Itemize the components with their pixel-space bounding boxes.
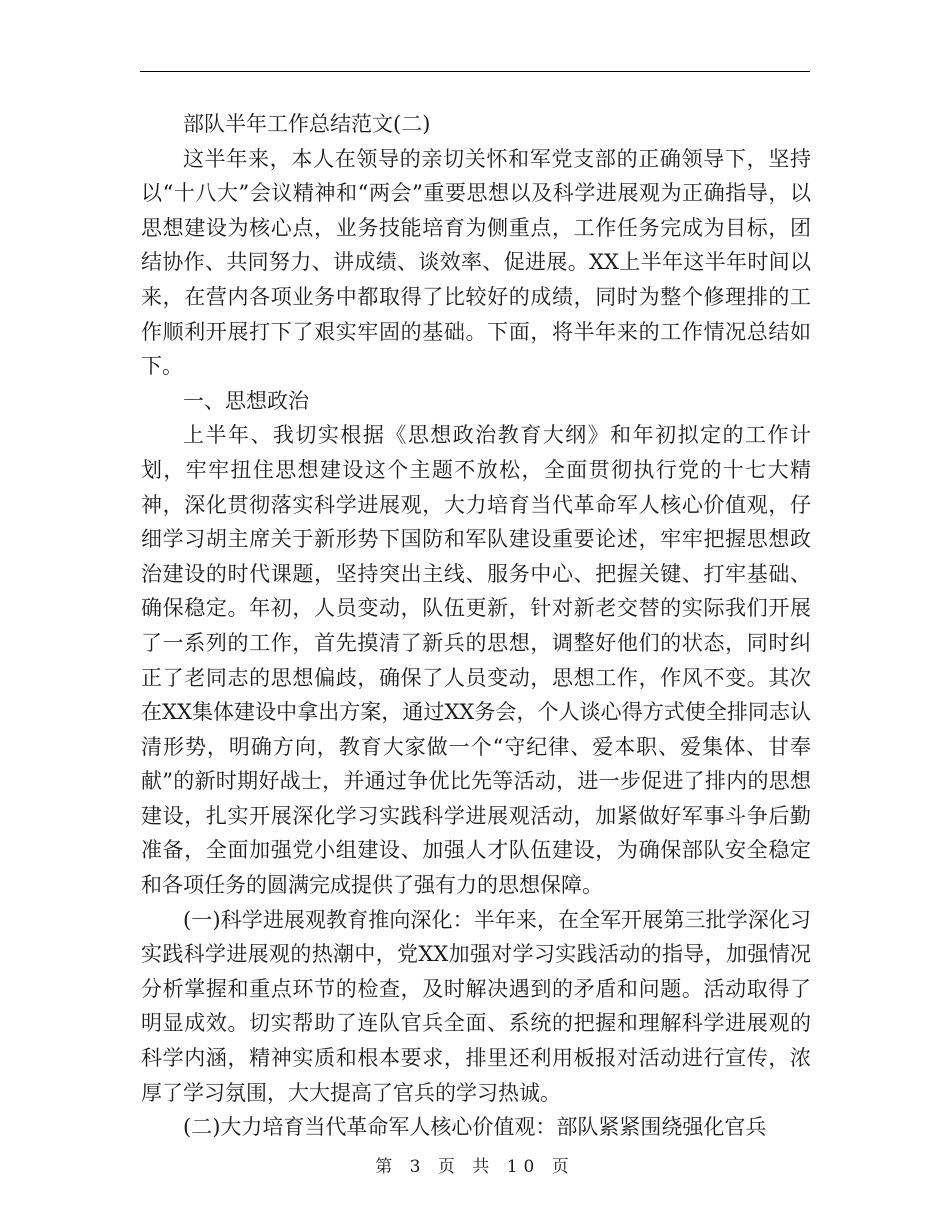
header-rule (140, 71, 810, 72)
document-title: 部队半年工作总结范文(二) (183, 112, 431, 136)
section-heading-politics: 一、思想政治 (183, 388, 309, 413)
page-number: 第 3 页 共 10 页 (375, 1157, 575, 1177)
paragraph-politics: 上半年、我切实根据《思想政治教育大纲》和年初拟定的工作计划，牢牢扭住思想建设这个主题不放松，全面贯彻执行党的十七大精神，深化贯彻落实科学进展观，大力培育当代革命军人核心价值观，仔细学习胡主席关于新形势下国防和军队建设重要论述，牢牢把握思想政治建设的时代课题，坚持突出主线、服务中心、把握关键、打牢基础、确保稳定。年初，人员变动，队伍更新，针对新老交替的实际我们开展了一系列的工作，首先摸清了新兵的思想，调整好他们的状态，同时纠正了老同志的思想偏歧，确保了人员变动，思想工作，作风不变。其次在XX集体建设中拿出方案，通过XX务会，个人谈心得方式使全排同志认清形势，明确方向，教育大家做一个“守纪律、爱本职、爱集体、甘奉献”的新时期好战士，并通过争优比先等活动，进一步促进了排内的思想建设，扎实开展深化学习实践科学进展观活动，加紧做好军事斗争后勤准备，全面加强党小组建设、加强人才队伍建设，为确保部队安全稳定和各项任务的圆满完成提供了强有力的思想保障。 (141, 423, 811, 898)
paragraph-subsection-2: (二)大力培育当代革命军人核心价值观：部队紧紧围绕强化官兵 (183, 1115, 767, 1140)
document-body (141, 107, 811, 1145)
paragraph-intro: 这半年来，本人在领导的亲切关怀和军党支部的正确领导下，坚持以“十八大”会议精神和“两会”重要思想以及科学进展观为正确指导，以思想建设为核心点，业务技能培育为侧重点，工作任务完成为目标，团结协作、共同努力、讲成绩、谈效率、促进展。XX上半年这半年时间以来，在营内各项业务中都取得了比较好的成绩，同时为整个修理排的工作顺利开展打下了艰实牢固的基础。下面，将半年来的工作情况总结如下。 (141, 146, 811, 379)
paragraph-subsection-1: (一)科学进展观教育推向深化：半年来，在全军开展第三批学深化习实践科学进展观的热潮中，党XX加强对学习实践活动的指导，加强情况分析掌握和重点环节的检查，及时解决遇到的矛盾和问题。活动取得了明显成效。切实帮助了连队官兵全面、系统的把握和理解科学进展观的科学内涵，精神实质和根本要求，排里还利用板报对活动进行宣传，浓厚了学习氛围，大大提高了官兵的学习热诚。 (141, 907, 811, 1105)
